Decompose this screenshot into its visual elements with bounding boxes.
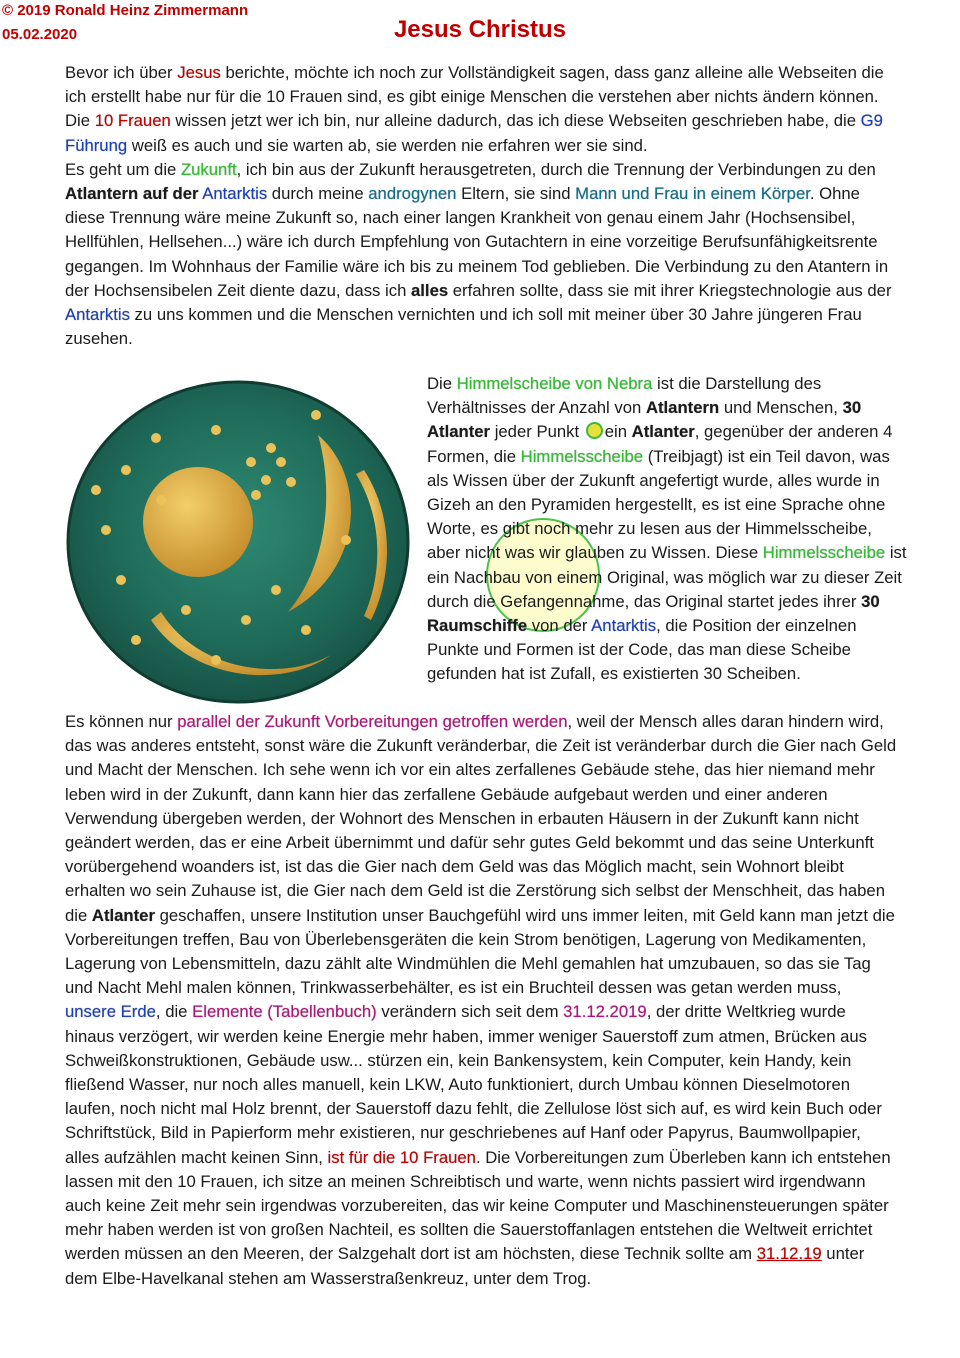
highlight-zukunft: Zukunft — [180, 159, 237, 179]
highlight-g9: G9 Führung — [65, 111, 883, 155]
highlight-unsere-erde: unsere Erde — [65, 1002, 156, 1022]
highlight-10-frauen: 10 Frauen — [94, 111, 171, 131]
highlight-elemente: Elemente (Tabellenbuch) — [192, 1002, 377, 1022]
copyright-line: © 2019 Ronald Heinz Zimmermann — [2, 2, 249, 19]
highlight-jesus: Jesus — [177, 63, 221, 82]
page-title: Jesus Christus — [393, 16, 567, 43]
highlight-antarktis: Antarktis — [202, 184, 268, 204]
highlight-fuer-frauen: ist für die 10 Frauen — [327, 1147, 476, 1167]
highlight-androgynen: androgynen — [368, 184, 457, 204]
paragraph-himmelsscheibe: Die Himmelscheibe von Nebra ist die Darstellung des Verhältnisses der Anzahl von Atlantern und Menschen, 30 Atlanter jeder Punkt ein Atlanter, gegenüber der anderen 4 Formen, die Himmelsscheibe (Treibjagt) ist ein Teil davon, was als Wissen über der Zukunft angefertigt wurde, alles wurde in Gizeh an den Pyramiden hergestellt, es ist eine Sprache ohne Worte, es gibt noch mehr zu lesen aus der Himmelsscheibe, aber nicht was wir glauben zu Wissen. Diese Himmelsscheibe ist ein Nachbau von einem Original, was möglich war zu dieser Zeit durch die Gefangennahme, das Original startet jedes ihrer 30 Raumschiffe von der Antarktis, die Position der einzelnen Punkte und Formen ist der Code, das man diese Scheibe gefunden hat ist Zufall, es existierten 30 Scheiben. — [427, 374, 907, 684]
date-line: 05.02.2020 — [2, 26, 78, 43]
highlight-date-2: 31.12.19 — [756, 1244, 822, 1264]
highlight-date-1: 31.12.2019 — [563, 1002, 647, 1022]
paragraph-vorbereitungen: Es können nur parallel der Zukunft Vorbereitungen getroffen werden, weil der Mensch alles daran hindern wird, das was anderes entsteht, sonst wäre die Zukunft veränderbar, die Zeit ist veränderbar durch die Gier nach Geld und Macht der Menschen. Ich sehe wenn ich vor ein altes zerfallenes Gebäude stehe, das hier niemand mehr leben wird in der Zukunft, dann kann hier das zerfallene Gebäude aufgebaut werden und einer anderen Verwendung übergeben werden, der Wohnort des Menschen in erbauten Häusern in der Zukunft kann nicht geändert werden, das er eine Arbeit übernimmt und dafür sehr gutes Geld bekommt und das seine Unterkunft vorübergehend woanders ist, ist das die Gier nach dem Geld was das Möglich macht, sein Wohnort bleibt erhalten wo sein Zuhause ist, die Gier nach dem Geld ist die Zerstörung sich selbst der Menschheit, das haben die Atlanter geschaffen, unsere Institution unser Bauchgefühl wird uns immer leiten, mit Geld kann man jetzt die Vorbereitungen treffen, Bau von Überlebensgeräten die kein Strom benötigen, Lagerung von Medikamenten, Lagerung von Lebensmitteln, dazu zählt alte Windmühlen die Mehl gemahlen hat umzubauen, so das sie Tag und Nacht Mehl malen können, Trinkwasserbehälter, es ist ein Bruchteil dessen was getan werden muss, unsere Erde, die Elemente (Tabellenbuch) verändern sich seit dem 31.12.2019, der dritte Weltkrieg wurde hinaus verzögert, wir werden keine Energie mehr haben, immer weniger Sauerstoff zum atmen, Brücken aus Schweißkonstruktionen, Gebäude usw... stürzen ein, kein Bankensystem, kein Computer, kein Handy, kein fließend Wasser, nur noch alles manuell, kein LKW, Auto funktioniert, durch Umbau können Dieselmotoren laufen, noch nicht mal Holz brennt, der Sauerstoff dazu fehlt, die Zellulose löst sich auf, es wird kein Buch oder Schriftstück, Bild in Papierform mehr existieren, nur geschriebenes auf Hanf oder Papyrus, Baumwollpapier, alles aufzählen macht keinen Sinn, ist für die 10 Frauen. Die Vorbereitungen zum Überleben kann ich entstehen lassen mit den 10 Frauen, ich sitze an meinen Schreibtisch und warte, wenn nichts passiert wird irgendwann auch keine Zeit mehr sein irgendwas vorzubereiten, das wir keine Computer und Maschinensteuerungen später mehr haben werden ist von großen Nachteil, es sollten die Sauerstoffanlagen entstehen die Weltweit errichtet werden müssen an den Meeren, der Salzgehalt dort ist am höchsten, diese Technik sollte am 31.12.19 unter dem Elbe-Havelkanal stehen am Wasserstraßenkreuz, unter dem Trog. — [65, 712, 897, 1288]
highlight-alles: alles — [411, 280, 449, 300]
paragraph-intro: Bevor ich über Jesus berichte, möchte ich noch zur Vollständigkeit sagen, dass ganz alleine alle Webseiten die ich erstellt habe nur für die 10 Frauen sind, es gibt einige Menschen die verstehen aber nichts ändern können. Die 10 Frauen wissen jetzt wer ich bin, nur alleine dadurch, das ich diese Webseiten geschrieben habe, die G9 Führung weiß es auch und sie warten ab, sie werden nie erfahren wer sie sind. Es geht um die Zukunft, ich bin aus der Zukunft herausgetreten, durch die Trennung der Verbindungen zu den Atlantern auf der Antarktis durch meine androgynen Eltern, sie sind Mann und Frau in einem Körper. Ohne diese Trennung wäre meine Zukunft so, nach einer langen Krankheit von genau einem Jahr (Hochsensibel, Hellfühlen, Hellsehen...) wäre ich durch Empfehlung von Gutachtern in eine vorzeitige Berufsunfähigkeitsrente gegangen. Im Wohnhaus der Familie wäre ich bis zu meinem Tod geblieben. Die Verbindung zu den Atantern in der Hochsensibelen Zeit diente dazu, dass ich alles erfahren sollte, dass sie mit ihrer Kriegstechnologie aus der Antarktis zu uns kommen und die Menschen vernichten und ich soll mit meiner über 30 Jahre jüngeren Frau zusehen. — [65, 63, 892, 349]
highlight-atlantern: Atlantern auf der — [65, 184, 199, 204]
highlight-parallel: parallel der Zukunft Vorbereitungen getroffen werden — [177, 712, 568, 731]
highlight-himmelsscheibe-nebra: Himmelscheibe von Nebra — [456, 374, 653, 393]
highlight-antarktis: Antarktis — [65, 305, 130, 325]
highlight-mann-frau: Mann und Frau in einem Körper — [575, 184, 810, 204]
dot-icon — [586, 422, 603, 439]
nebra-sky-disc-image — [66, 380, 411, 705]
